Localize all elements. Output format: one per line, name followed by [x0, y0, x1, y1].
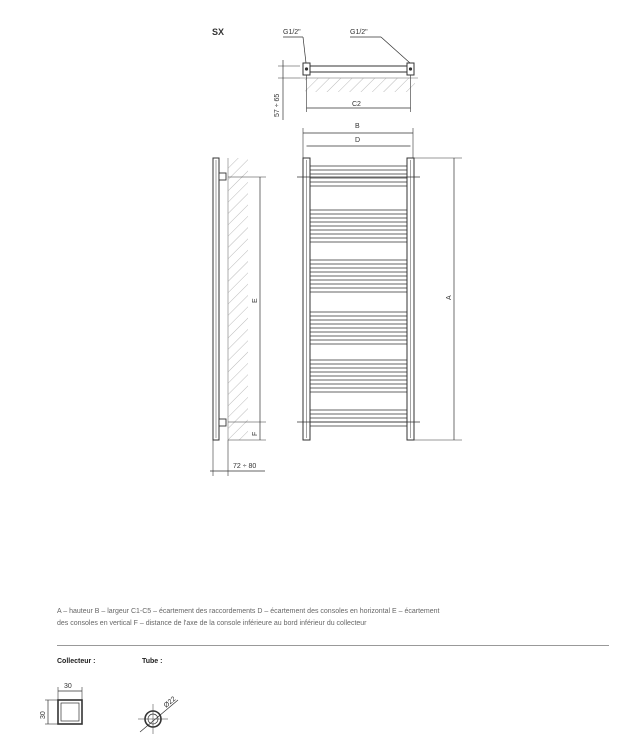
a-label: A [446, 295, 453, 300]
collector-square-outer [58, 700, 82, 724]
tube-title: Tube : [142, 658, 163, 665]
top-view-wall-hatch [305, 78, 415, 92]
side-view-console-top [219, 173, 226, 180]
side-view [210, 158, 266, 476]
wall-gap-label: 57 ÷ 65 [274, 93, 281, 117]
connection-right-leader-diag [381, 37, 410, 63]
depth-label: 72 ÷ 80 [233, 463, 257, 470]
connection-left-leader-diag [303, 37, 306, 63]
top-view-radiator-bar [305, 66, 413, 72]
legend-divider [57, 645, 609, 646]
c2-label: C2 [352, 101, 361, 108]
top-view [274, 29, 418, 120]
collector-width-label: 30 [64, 683, 72, 690]
top-view-right-valve-dot [409, 67, 412, 70]
collector-title: Collecteur : [57, 658, 96, 665]
side-view-console-bottom [219, 419, 226, 426]
connection-right-label: G1/2" [350, 29, 368, 36]
legend-line-2: des consoles en vertical F – distance de l'axe de la console inférieure au bord inférieur du collecteur [57, 620, 367, 627]
legend [57, 606, 577, 630]
front-view [297, 123, 462, 440]
connection-left-label: G1/2" [283, 29, 301, 36]
side-view-wall-hatch [228, 158, 248, 440]
b-label: B [355, 123, 360, 130]
tube-diameter-label: Ø22 [162, 695, 178, 710]
tube-section [138, 696, 178, 734]
top-view-left-valve-dot [305, 67, 308, 70]
e-label: E [252, 298, 259, 303]
collector-height-label: 30 [40, 711, 47, 719]
f-label: F [252, 431, 259, 436]
collector-section [40, 683, 82, 724]
model-label: SX [212, 27, 225, 37]
legend-line-1: A – hauteur B – largeur C1-C5 – écartement des raccordements D – écartement des consoles en horizontal E – écartement [57, 608, 440, 615]
heating-tubes [310, 166, 407, 426]
d-label: D [355, 137, 361, 144]
